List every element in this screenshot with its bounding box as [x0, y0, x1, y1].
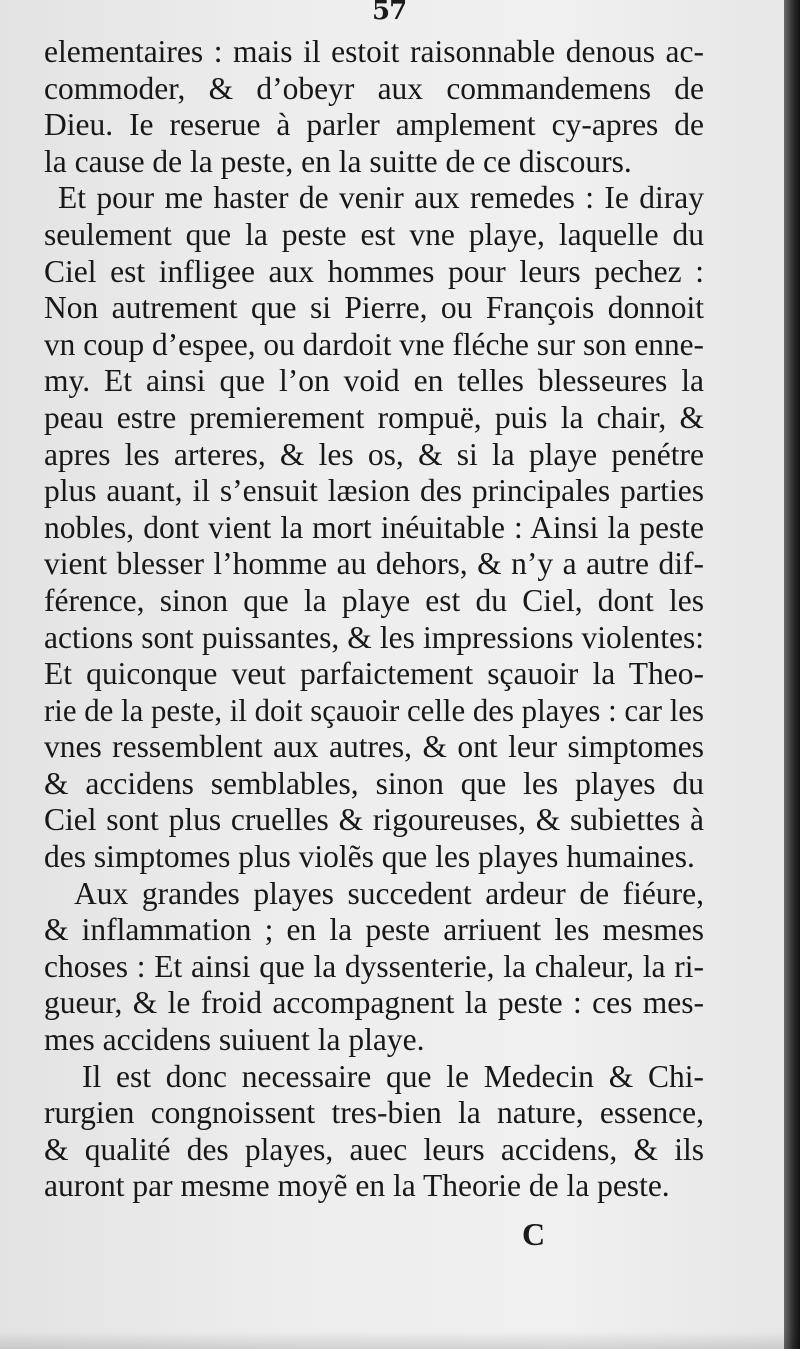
text-line: my. Et ainsi que l’on void en telles blesseures la	[44, 363, 704, 399]
text-line: mes accidens suiuent la playe.	[44, 1022, 425, 1058]
text-line: Non autrement que si Pierre, ou François donnoit	[44, 290, 704, 326]
text-line: des simptomes plus violẽs que les playes humaines.	[44, 839, 695, 875]
text-line: elementaires : mais il estoit raisonnable denous ac-	[44, 34, 704, 69]
text-line: férence, sinon que la playe est du Ciel, dont les	[44, 582, 704, 618]
bottom-edge-shadow	[0, 1331, 800, 1349]
paragraph	[44, 1059, 704, 1205]
body-text	[44, 34, 704, 1205]
text-line: seulement que la peste est vne playe, laquelle du	[44, 216, 704, 252]
text-line: rie de la peste, il doit sçauoir celle des playes : car les	[44, 692, 704, 728]
text-line: auront par mesme moyẽ en la Theorie de la peste.	[44, 1168, 670, 1204]
paragraph	[44, 180, 704, 875]
text-line: Aux grandes playes succedent ardeur de fiéure,	[74, 875, 704, 911]
text-line: & accidens semblables, sinon que les playes du	[44, 765, 704, 801]
page-number: 57	[372, 0, 407, 26]
signature-mark: C	[522, 1216, 546, 1252]
text-line: & inflammation ; en la peste arriuent les mesmes	[44, 912, 704, 948]
text-line: apres les arteres, & les os, & si la playe penétre	[44, 436, 704, 472]
page-edge-shadow	[784, 0, 800, 1349]
text-line: Ciel sont plus cruelles & rigoureuses, & subiettes à	[44, 802, 704, 838]
text-line: nobles, dont vient la mort inéuitable : Ainsi la peste	[44, 509, 704, 545]
text-line: Ciel est infligee aux hommes pour leurs pechez :	[44, 253, 704, 289]
paragraph	[44, 34, 704, 180]
text-line: plus auant, il s’ensuit læsion des principales parties	[44, 473, 704, 509]
text-line: & qualité des playes, auec leurs accidens, & ils	[44, 1131, 704, 1167]
text-line: vient blesser l’homme au dehors, & n’y a autre dif-	[44, 546, 704, 582]
text-line: vnes ressemblent aux autres, & ont leur simptomes	[44, 729, 704, 765]
text-line: choses : Et ainsi que la dyssenterie, la chaleur, la ri-	[44, 948, 704, 984]
text-line: gueur, & le froid accompagnent la peste : ces mes-	[44, 985, 704, 1021]
text-line: peau estre premierement rompuë, puis la chair, &	[44, 399, 704, 435]
text-line: Dieu. Ie reserue à parler amplement cy-apres de	[44, 107, 704, 143]
text-line: Et pour me haster de venir aux remedes : Ie diray	[58, 180, 704, 216]
paragraph	[44, 876, 704, 1059]
text-line: actions sont puissantes, & les impressions violentes:	[44, 619, 704, 655]
text-line: rurgien congnoissent tres-bien la nature, essence,	[44, 1095, 704, 1131]
text-line: la cause de la peste, en la suitte de ce discours.	[44, 143, 632, 179]
text-line: commoder, & d’obeyr aux commandemens de	[44, 70, 704, 106]
text-line: Il est donc necessaire que le Medecin & Chi-	[82, 1058, 704, 1094]
text-line: Et quiconque veut parfaictement sçauoir la Theo-	[44, 656, 704, 692]
text-line: vn coup d’espee, ou dardoit vne fléche sur son enne-	[44, 326, 704, 362]
